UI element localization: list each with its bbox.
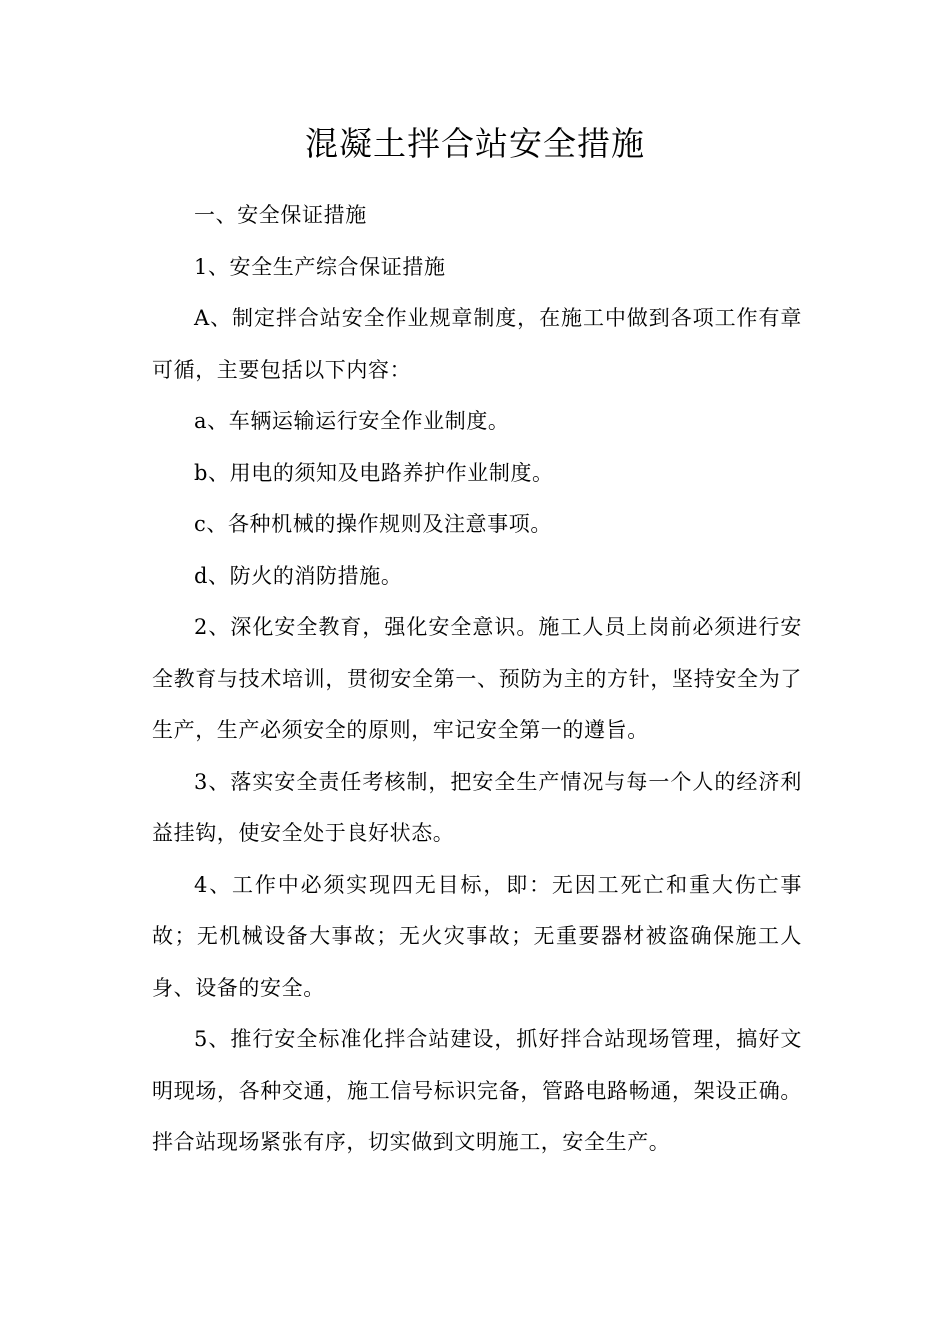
section-heading: 一、安全保证措施 xyxy=(194,203,367,227)
list-item: a、车辆运输运行安全作业制度。 xyxy=(194,409,510,433)
paragraph: 2、深化安全教育，强化安全意识。施工人员上岗前必须进行安全教育与技术培训，贯彻安全第一、预防为主的方针，坚持安全为了生产，生产必须安全的原则，牢记安全第一的遵旨。 xyxy=(152,615,802,742)
subsection-heading: 1、安全生产综合保证措施 xyxy=(194,254,446,279)
paragraph: A、制定拌合站安全作业规章制度，在施工中做到各项工作有章可循，主要包括以下内容： xyxy=(152,306,802,382)
paragraph: 4、工作中必须实现四无目标，即：无因工死亡和重大伤亡事故；无机械设备大事故；无火灾事故；无重要器材被盗确保施工人身、设备的安全。 xyxy=(152,872,802,1000)
list-item: c、各种机械的操作规则及注意事项。 xyxy=(194,512,552,536)
list-item: d、防火的消防措施。 xyxy=(194,563,403,588)
document-body xyxy=(152,190,802,1169)
list-item: b、用电的须知及电路养护作业制度。 xyxy=(194,460,554,485)
paragraph: 5、推行安全标准化拌合站建设，抓好拌合站现场管理，搞好文明现场，各种交通，施工信号标识完备，管路电路畅通，架设正确。拌合站现场紧张有序，切实做到文明施工，安全生产。 xyxy=(152,1027,802,1154)
document-title: 混凝土拌合站安全措施 xyxy=(305,124,645,163)
paragraph: 3、落实安全责任考核制，把安全生产情况与每一个人的经济利益挂钩，使安全处于良好状态。 xyxy=(152,769,802,845)
